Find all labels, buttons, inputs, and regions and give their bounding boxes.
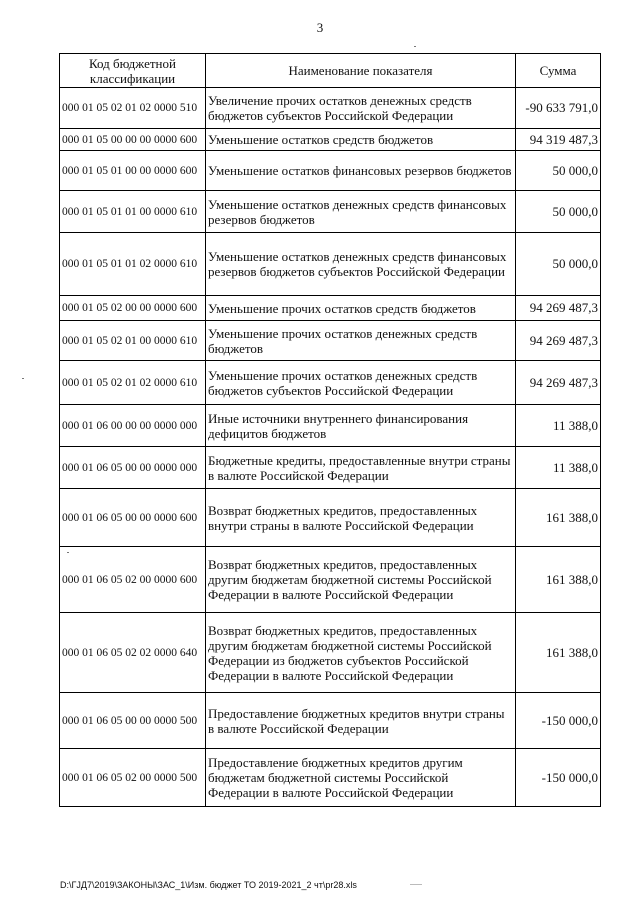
scan-speck: [67, 552, 69, 553]
row-sum: -150 000,0: [516, 749, 601, 807]
row-name: Увеличение прочих остатков денежных средств бюджетов субъектов Российской Федерации: [206, 88, 516, 129]
row-code: 000 01 06 05 02 00 0000 600: [60, 547, 206, 613]
row-sum: 161 388,0: [516, 489, 601, 547]
row-code: 000 01 05 01 00 00 0000 600: [60, 151, 206, 191]
row-sum: -90 633 791,0: [516, 88, 601, 129]
table-row: [60, 693, 601, 749]
row-code: 000 01 05 01 01 00 0000 610: [60, 191, 206, 233]
table-row: [60, 447, 601, 489]
row-sum: 50 000,0: [516, 151, 601, 191]
row-name: Уменьшение прочих остатков средств бюджетов: [206, 296, 516, 321]
table-row: [60, 296, 601, 321]
row-name: Возврат бюджетных кредитов, предоставленных внутри страны в валюте Российской Федерации: [206, 489, 516, 547]
row-code: 000 01 05 02 00 00 0000 600: [60, 296, 206, 321]
row-code: 000 01 06 05 00 00 0000 500: [60, 693, 206, 749]
row-code: 000 01 05 01 01 02 0000 610: [60, 233, 206, 296]
row-sum: 11 388,0: [516, 405, 601, 447]
row-name: Бюджетные кредиты, предоставленные внутри страны в валюте Российской Федерации: [206, 447, 516, 489]
row-sum: 50 000,0: [516, 233, 601, 296]
budget-sources-table: [59, 53, 601, 807]
header-sum: Сумма: [516, 54, 601, 88]
row-sum: 50 000,0: [516, 191, 601, 233]
table-row: [60, 613, 601, 693]
row-code: 000 01 05 02 01 02 0000 510: [60, 88, 206, 129]
row-sum: 11 388,0: [516, 447, 601, 489]
scan-speck: [414, 46, 416, 47]
row-sum: 94 269 487,3: [516, 361, 601, 405]
table-row: [60, 321, 601, 361]
row-code: 000 01 05 00 00 00 0000 600: [60, 129, 206, 151]
row-sum: 161 388,0: [516, 547, 601, 613]
row-name: Уменьшение прочих остатков денежных средств бюджетов субъектов Российской Федерации: [206, 361, 516, 405]
table-row: [60, 489, 601, 547]
scan-speck: [410, 884, 422, 885]
row-name: Уменьшение остатков денежных средств финансовых резервов бюджетов: [206, 191, 516, 233]
row-name: Иные источники внутреннего финансирования дефицитов бюджетов: [206, 405, 516, 447]
header-name: Наименование показателя: [206, 54, 516, 88]
table-row: [60, 547, 601, 613]
row-name: Уменьшение остатков денежных средств финансовых резервов бюджетов субъектов Российской Федерации: [206, 233, 516, 296]
row-name: Уменьшение остатков средств бюджетов: [206, 129, 516, 151]
row-sum: 94 269 487,3: [516, 296, 601, 321]
table-row: [60, 405, 601, 447]
row-name: Предоставление бюджетных кредитов другим бюджетам бюджетной системы Российской Федерации в валюте Российской Федерации: [206, 749, 516, 807]
table-row: [60, 129, 601, 151]
table-header-row: [60, 54, 601, 88]
row-code: 000 01 06 05 00 00 0000 000: [60, 447, 206, 489]
row-code: 000 01 06 00 00 00 0000 000: [60, 405, 206, 447]
table-row: [60, 361, 601, 405]
scan-speck: [22, 378, 24, 379]
table-row: [60, 191, 601, 233]
row-code: 000 01 06 05 02 00 0000 500: [60, 749, 206, 807]
table-row: [60, 151, 601, 191]
table-row: [60, 749, 601, 807]
row-code: 000 01 05 02 01 02 0000 610: [60, 361, 206, 405]
page-number: 3: [316, 20, 324, 35]
row-name: Возврат бюджетных кредитов, предоставленных другим бюджетам бюджетной системы Российской Федерации в валюте Российской Федерации: [206, 547, 516, 613]
row-sum: 94 269 487,3: [516, 321, 601, 361]
row-sum: -150 000,0: [516, 693, 601, 749]
header-code: Код бюджетной классификации: [60, 54, 206, 88]
row-sum: 94 319 487,3: [516, 129, 601, 151]
table-row: [60, 233, 601, 296]
row-name: Уменьшение прочих остатков денежных средств бюджетов: [206, 321, 516, 361]
row-sum: 161 388,0: [516, 613, 601, 693]
table-row: [60, 88, 601, 129]
row-name: Предоставление бюджетных кредитов внутри страны в валюте Российской Федерации: [206, 693, 516, 749]
footer-file-path: D:\ГЈД7\2019\ЗАКОНЫ\ЗАС_1\Изм. бюджет ТО 2019-2021_2 чт\pr28.xls: [60, 880, 357, 890]
row-name: Возврат бюджетных кредитов, предоставленных другим бюджетам бюджетной системы Российской Федерации из бюджетов субъектов Российской Федерации в валюте Российской Федерации: [206, 613, 516, 693]
row-name: Уменьшение остатков финансовых резервов бюджетов: [206, 151, 516, 191]
row-code: 000 01 05 02 01 00 0000 610: [60, 321, 206, 361]
row-code: 000 01 06 05 02 02 0000 640: [60, 613, 206, 693]
row-code: 000 01 06 05 00 00 0000 600: [60, 489, 206, 547]
